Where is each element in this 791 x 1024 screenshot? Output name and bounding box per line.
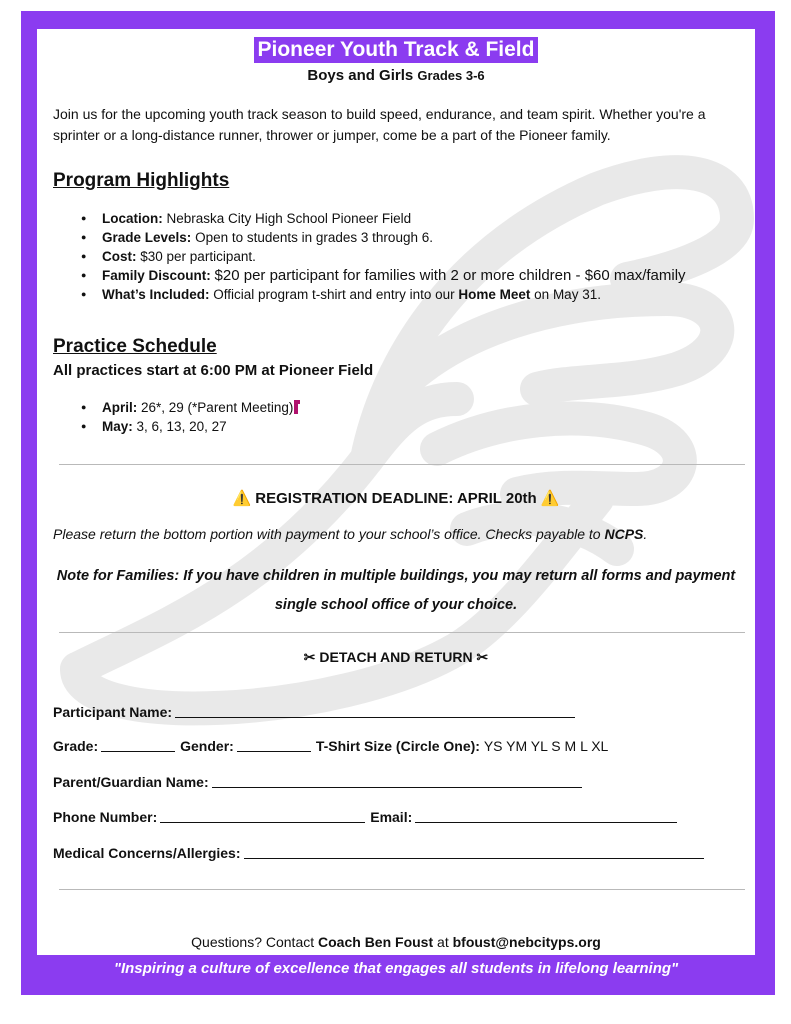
- list-item: ● Family Discount: $20 per participant for families with 2 or more children - $60 max/family: [81, 266, 686, 285]
- practice-schedule-heading: Practice Schedule: [53, 336, 217, 357]
- contact-line: Questions? Contact Coach Ben Foust at bfoust@nebcityps.org: [191, 934, 601, 950]
- gender-line[interactable]: [237, 738, 311, 752]
- phone-line[interactable]: [160, 809, 365, 823]
- list-item: ● What’s Included: Official program t-shirt and entry into our Home Meet on May 31.: [81, 285, 686, 304]
- warning-icon: ⚠️: [540, 490, 560, 507]
- comment-flag-icon[interactable]: [294, 400, 298, 414]
- flyer-sheet: [37, 29, 755, 955]
- practice-dates-list: [81, 398, 298, 436]
- divider: [59, 464, 745, 465]
- flyer-subtitle: Boys and Girls Grades 3-6: [307, 67, 485, 84]
- families-note: Note for Families: If you have children in multiple buildings, you may return all forms and payment single school office of your choice.: [56, 568, 736, 613]
- participant-name-field[interactable]: Participant Name:: [53, 704, 580, 720]
- program-highlights-heading: Program Highlights: [53, 170, 230, 191]
- grade-gender-tshirt-row: Grade: Gender: T-Shirt Size (Circle One): YS YM YL S M L XL: [53, 738, 609, 754]
- participant-name-line[interactable]: [175, 704, 575, 718]
- list-item: ● April: 26*, 29 (*Parent Meeting): [81, 398, 298, 417]
- registration-deadline: ⚠️ REGISTRATION DEADLINE: APRIL 20th ⚠️: [232, 490, 560, 507]
- footer-motto: "Inspiring a culture of excellence that engages all students in lifelong learning": [113, 960, 679, 977]
- divider: [59, 632, 745, 633]
- parent-guardian-field[interactable]: Parent/Guardian Name:: [53, 774, 587, 790]
- practice-subheading: All practices start at 6:00 PM at Pioneer Field: [53, 362, 374, 379]
- warning-icon: ⚠️: [232, 490, 252, 507]
- medical-line[interactable]: [244, 845, 704, 859]
- list-item: ● May: 3, 6, 13, 20, 27: [81, 417, 298, 436]
- list-item: ● Cost: $30 per participant.: [81, 247, 686, 266]
- contact-email[interactable]: bfoust@nebcityps.org: [452, 934, 601, 950]
- phone-email-row: Phone Number: Email:: [53, 809, 682, 825]
- detach-and-return-label: ✂ DETACH AND RETURN ✂: [303, 649, 489, 665]
- return-instructions: Please return the bottom portion with payment to your school’s office. Checks payable to NCPS.: [53, 526, 648, 542]
- list-item: ● Grade Levels: Open to students in grades 3 through 6.: [81, 228, 686, 247]
- list-item: ● Location: Nebraska City High School Pioneer Field: [81, 209, 686, 228]
- email-line[interactable]: [415, 809, 677, 823]
- medical-concerns-field[interactable]: Medical Concerns/Allergies:: [53, 845, 709, 861]
- intro-paragraph: Join us for the upcoming youth track season to build speed, endurance, and team spirit. Whether you're a sprinter or a long-distance runner, thrower or jumper, come be a part of the Pioneer family.: [53, 106, 706, 143]
- tshirt-size-options[interactable]: YS YM YL S M L XL: [483, 738, 609, 754]
- parent-name-line[interactable]: [212, 774, 582, 788]
- flyer-title: Pioneer Youth Track & Field: [254, 37, 539, 63]
- grade-line[interactable]: [101, 738, 175, 752]
- divider: [59, 889, 745, 890]
- program-highlights-list: [81, 209, 686, 304]
